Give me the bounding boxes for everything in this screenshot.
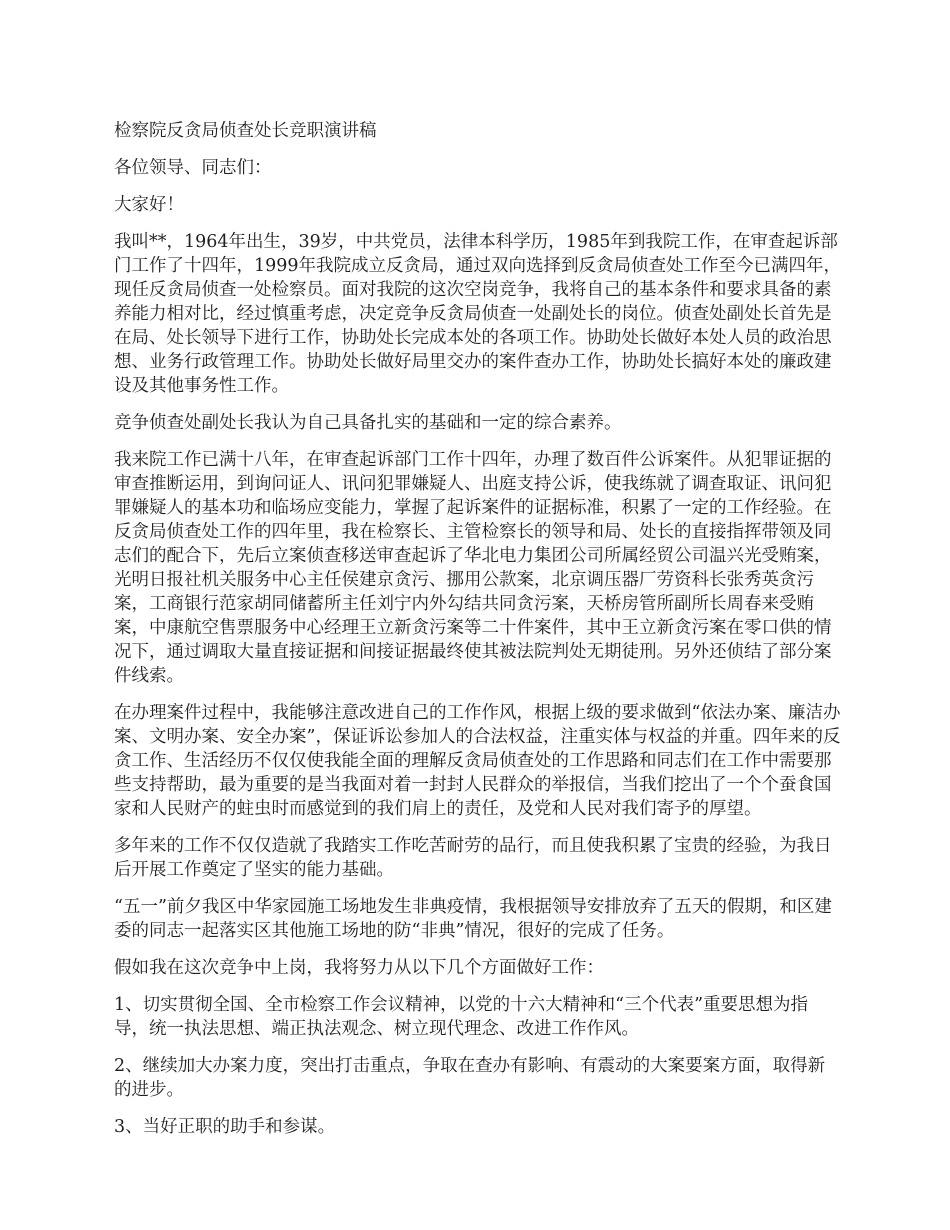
plan-item-3: 3、当好正职的助手和参谋。 <box>114 1117 336 1137</box>
sars-task-paragraph: “五一”前夕我区中华家园施工场地发生非典疫情，我根据领导安排放弃了五天的假期，和区建委的同志一起落实区其他施工场地的防“非典”情况，很好的完成了任务。 <box>114 897 832 941</box>
document-body <box>114 119 842 1152</box>
work-style-paragraph: 在办理案件过程中，我能够注意改进自己的工作作风，根据上级的要求做到“依法办案、廉洁办案、文明办案、安全办案”，保证诉讼参加人的合法权益，注重实体与权益的并重。四年来的反贪工作、生活经历不仅仅使我能全面的理解反贪局侦查处的工作思路和同志们在工作中需要那些支持帮助，最为重要的是当我面对着一封封人民群众的举报信，当我们挖出了一个个蚕食国家和人民财产的蛀虫时而感觉到的我们肩上的责任，及党和人民对我们寄予的厚望。 <box>114 703 841 819</box>
experience-foundation-paragraph: 多年来的工作不仅仅造就了我踏实工作吃苦耐劳的品行，而且使我积累了宝贵的经验，为我日后开展工作奠定了坚实的能力基础。 <box>114 836 832 880</box>
work-experience-paragraph: 我来院工作已满十八年，在审查起诉部门工作十四年，办理了数百件公诉案件。从犯罪证据的审查推断运用，到询问证人、讯问犯罪嫌疑人、出庭支持公诉，使我练就了调查取证、讯问犯罪嫌疑人的基本功和临场应变能力，掌握了起诉案件的证据标准，积累了一定的工作经验。在反贪局侦查处工作的四年里，我在检察长、主管检察长的领导和局、处长的直接指挥带领及同志们的配合下，先后立案侦查移送审查起诉了华北电力集团公司所属经贸公司温兴光受贿案，光明日报社机关服务中心主任侯建京贪污、挪用公款案，北京调压器厂劳资科长张秀英贪污案，工商银行范家胡同储蓄所主任刘宁内外勾结共同贪污案，天桥房管所副所长周春来受贿案，中康航空售票服务中心经理王立新贪污案等二十件案件，其中王立新贪污案在零口供的情况下，通过调取大量直接证据和间接证据最终使其被法院判处无期徒刑。另外还侦结了部分案件线索。 <box>114 450 832 686</box>
plan-item-1: 1、切实贯彻全国、全市检察工作会议精神，以党的十六大精神和“三个代表”重要思想为指导，统一执法思想、端正执法观念、树立现代理念、改进工作作风。 <box>114 995 809 1039</box>
plan-intro-paragraph: 假如我在这次竞争中上岗，我将努力从以下几个方面做好工作： <box>114 958 604 978</box>
qualification-summary-paragraph: 竞争侦查处副处长我认为自己具备扎实的基础和一定的综合素养。 <box>114 413 622 433</box>
self-introduction-paragraph: 我叫**，1964年出生，39岁，中共党员，法律本科学历，1985年到我院工作，在审查起诉部门工作了十四年，1999年我院成立反贪局，通过双向选择到反贪局侦查处工作至今已满四年，现任反贪局侦查一处检察员。面对我院的这次空岗竞争，我将自己的基本条件和要求具备的素养能力相对比，经过慎重考虑，决定竞争反贪局侦查一处副处长的岗位。侦查处副处长首先是在局、处长领导下进行工作，协助处长完成本处的各项工作。协助处长做好本处人员的政治思想、业务行政管理工作。协助处长做好局里交办的案件查办工作，协助处长搞好本处的廉政建设及其他事务性工作。 <box>114 232 842 396</box>
plan-item-2: 2、继续加大办案力度，突出打击重点，争取在查办有影响、有震动的大案要案方面，取得新的进步。 <box>114 1056 826 1100</box>
greeting-paragraph: 大家好！ <box>114 195 184 215</box>
document-title: 检察院反贪局侦查处长竞职演讲稿 <box>114 121 377 141</box>
salutation-paragraph: 各位领导、同志们： <box>114 158 272 178</box>
